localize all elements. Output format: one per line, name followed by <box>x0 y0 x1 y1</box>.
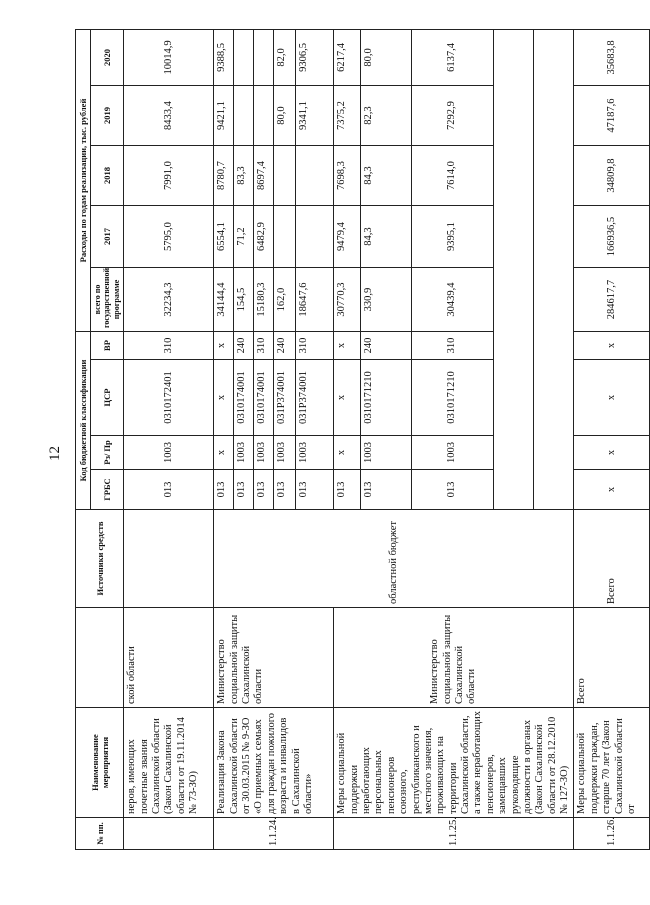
row-num: 1.1.24. <box>214 818 334 850</box>
table-row: 013 1003 0310171210 240 330,9 84,3 84,3 82,3 80,0 <box>361 29 412 849</box>
page-number: 12 <box>47 446 63 461</box>
row-name: Меры социальной поддержки неработающих персональных пенсионеров союзного, республиканского и местного значения, проживающих на территории Сахалинской области, а также неработающих пенсионеров, замещавших руководящие должности в органах (Закон Сахалинской области от 28.12.2010 № 127-ЗО) <box>334 708 574 818</box>
vr-header: ВР <box>91 332 124 360</box>
csr-header: ЦСР <box>91 360 124 436</box>
row-executor: ской области <box>124 608 214 708</box>
row-name: неров, имеющих почетные звания Сахалинской области (Закон Сахалинской области от 19.11.2014 № 73-ЗО) <box>124 708 214 818</box>
row-name: Реализация Закона Сахалинской области от 30.03.2015 № 9-ЗО «О приемных семьях для граждан пожилого возраста и инвалидов в Сахалинской области» <box>214 708 334 818</box>
y2020-header: 2020 <box>91 29 124 85</box>
col-name-header: Наименование мероприятия <box>76 708 124 818</box>
table-row: 1.1.25. Меры социальной поддержки неработающих персональных пенсионеров союзного, республиканского и местного значения, проживающих на территории Сахалинской области, а также неработающих пенсионеров, замещавших руководящие должности в органах (Закон Сахалинской области от 28.12.2010 № 127-ЗО) Министерство социальной защиты Сахалинской области 013 х х х 30770,3 9479,4 7698,3 7375,2 6217,4 <box>334 29 361 849</box>
rzpr-header: Рз/ Пр <box>91 436 124 470</box>
table-row: 1.1.26. Меры социальной поддержки граждан, старше 70 лет (Закон Сахалинской области от Всего Всего х х х х 284617,7 166936,5 34809,8 47187,6 35683,8 <box>574 29 650 849</box>
table-row: 013 1003 031P374001 240 162,0 80,0 82,0 <box>274 29 296 849</box>
row-executor: Министерство социальной защиты Сахалинской области <box>214 608 334 708</box>
y2017-header: 2017 <box>91 206 124 268</box>
table-row: 013 1003 0310174001 240 154,5 71,2 83,3 <box>234 29 254 849</box>
row-num: 1.1.25. <box>334 818 574 850</box>
table-row: 013 1003 031P374001 310 18647,6 9341,1 9306,5 <box>296 29 334 849</box>
col-num-header: № пп. <box>76 818 124 850</box>
table-row: 013 1003 0310171210 310 30439,4 9395,1 7614,0 7292,9 6137,4 <box>411 29 494 849</box>
kbk-header: Код бюджетной классификации <box>76 332 91 510</box>
y2018-header: 2018 <box>91 146 124 206</box>
row-executor: Министерство социальной защиты Сахалинской области <box>334 608 574 708</box>
rotated-table-container <box>75 30 637 850</box>
row-executor: Всего <box>574 608 650 708</box>
col-executor-header <box>76 608 124 708</box>
table-row: 013 1003 0310174001 310 15180,3 6482,9 8697,4 <box>254 29 274 849</box>
grbs-header: ГРБС <box>91 470 124 510</box>
budget-table <box>75 29 650 850</box>
expenses-header: Расходы по годам реализации, тыс. рублей <box>76 29 91 331</box>
table-row: 1.1.24. Реализация Закона Сахалинской области от 30.03.2015 № 9-ЗО «О приемных семьях для граждан пожилого возраста и инвалидов в Сахалинской области» Министерство социальной защиты Сахалинской области областной бюджет 013 х х х 34144,4 6554,1 8780,7 9421,1 9388,5 <box>214 29 234 849</box>
row-source: областной бюджет <box>214 510 574 608</box>
y2019-header: 2019 <box>91 86 124 146</box>
table-row: неров, имеющих почетные звания Сахалинской области (Закон Сахалинской области от 19.11.2014 № 73-ЗО) ской области 013 1003 0310172401 310 32234,3 5795,0 7991,0 8433,4 10014,9 <box>124 29 214 849</box>
col-source-header: Источники средств <box>76 510 124 608</box>
row-num: 1.1.26. <box>574 818 650 850</box>
total-header: всего по государственной программе <box>91 268 124 332</box>
row-name: Меры социальной поддержки граждан, старше 70 лет (Закон Сахалинской области от <box>574 708 650 818</box>
row-source: Всего <box>574 510 650 608</box>
